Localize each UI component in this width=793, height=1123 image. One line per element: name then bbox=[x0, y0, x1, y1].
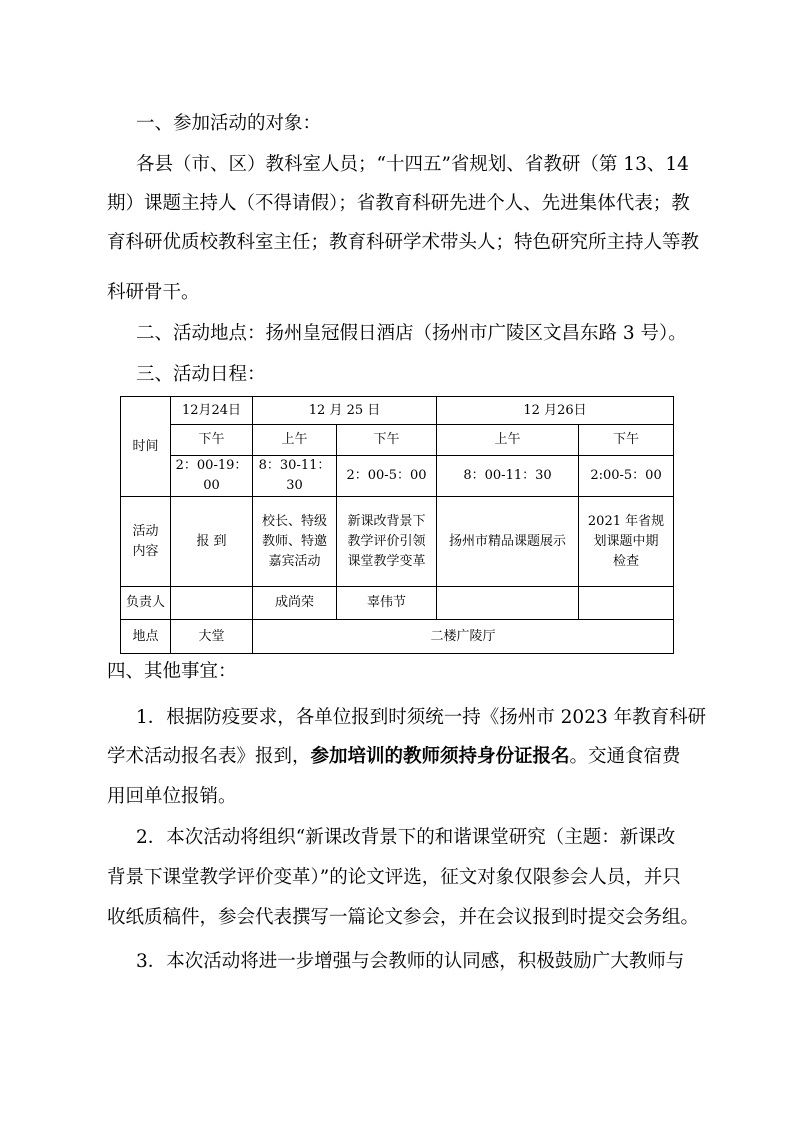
time-label: 时间 bbox=[121, 397, 171, 497]
content-line: 划课题中期 bbox=[593, 533, 659, 549]
person-cell: 辜伟节 bbox=[337, 587, 437, 620]
period-cell: 上午 bbox=[437, 425, 579, 456]
content-label bbox=[121, 497, 171, 587]
content-cell-checkin: 报 到 bbox=[171, 497, 253, 587]
content-line: 新课改背景下 bbox=[347, 513, 426, 529]
item1-line-2-text: 学术活动报名表》报到， bbox=[107, 746, 311, 767]
content-label-line: 活动 bbox=[132, 523, 159, 539]
section-heading-other: 四、其他事宜： bbox=[107, 661, 237, 682]
participants-line-1: 各县（市、区）教科室人员；“十四五”省规划、省教研（第 13、14 bbox=[136, 154, 689, 175]
section-heading-participants: 一、参加活动的对象： bbox=[136, 113, 322, 134]
content-line: 检查 bbox=[613, 553, 640, 569]
person-cell: 成尚荣 bbox=[253, 587, 337, 620]
person-label: 负责人 bbox=[121, 587, 171, 620]
person-cell bbox=[437, 587, 579, 620]
time-range-cell: 8：00-11：30 bbox=[437, 456, 579, 497]
period-cell: 上午 bbox=[253, 425, 337, 456]
item1-line-3: 用回单位报销。 bbox=[107, 786, 237, 807]
content-cell: 扬州市精品课题展示 bbox=[437, 497, 579, 587]
date-dec-25: 12 月 25 日 bbox=[253, 397, 437, 425]
item2-line-3: 收纸质稿件，参会代表撰写一篇论文参会，并在会议报到时提交会务组。 bbox=[107, 907, 700, 928]
content-line: 嘉宾活动 bbox=[268, 553, 321, 569]
content-line: 校长、特级 bbox=[261, 513, 327, 529]
time-range-cell: 2：00-5：00 bbox=[337, 456, 437, 497]
content-line: 教学评价引领 bbox=[347, 533, 426, 549]
date-dec-26: 12 月26日 bbox=[437, 397, 674, 425]
place-label: 地点 bbox=[121, 620, 171, 654]
table-row bbox=[121, 620, 674, 654]
content-cell bbox=[579, 497, 674, 587]
period-cell: 下午 bbox=[337, 425, 437, 456]
person-cell bbox=[171, 587, 253, 620]
participants-line-2: 期）课题主持人（不得请假）；省教育科研先进个人、先进集体代表；教 bbox=[107, 193, 690, 214]
table-row bbox=[121, 497, 674, 587]
table-row bbox=[121, 425, 674, 456]
table-row bbox=[121, 397, 674, 425]
item1-line-2 bbox=[107, 745, 681, 769]
participants-line-3: 育科研优质校教科室主任；教育科研学术带头人；特色研究所主持人等教 bbox=[107, 232, 700, 253]
period-cell: 下午 bbox=[171, 425, 253, 456]
time-range-cell: 2：00-19：00 bbox=[171, 456, 253, 497]
item1-line-2-tail: 。交通食宿费 bbox=[569, 746, 681, 767]
person-cell bbox=[579, 587, 674, 620]
time-range-cell: 8：30-11：30 bbox=[253, 456, 337, 497]
period-cell: 下午 bbox=[579, 425, 674, 456]
participants-line-4: 科研骨干。 bbox=[107, 282, 200, 303]
content-cell bbox=[337, 497, 437, 587]
venue-line: 二、活动地点：扬州皇冠假日酒店（扬州市广陵区文昌东路 3 号）。 bbox=[136, 323, 687, 344]
item1-line-1: 1．根据防疫要求，各单位报到时须统一持《扬州市 2023 年教育科研 bbox=[136, 707, 707, 728]
item2-line-1: 2．本次活动将组织“新课改背景下的和谐课堂研究（主题：新课改 bbox=[136, 827, 676, 848]
item2-line-2: 背景下课堂教学评价变革）”的论文评选，征文对象仅限参会人员，并只 bbox=[107, 867, 681, 888]
content-cell bbox=[253, 497, 337, 587]
place-cell-main: 二楼广陵厅 bbox=[253, 620, 674, 654]
id-card-notice: 参加培训的教师须持身份证报名 bbox=[310, 746, 570, 767]
content-label-line: 内容 bbox=[132, 543, 159, 559]
table-row bbox=[121, 587, 674, 620]
content-line: 2021 年省规 bbox=[587, 513, 665, 529]
table-row bbox=[121, 456, 674, 497]
content-line: 课堂教学变革 bbox=[347, 553, 426, 569]
place-cell-lobby: 大堂 bbox=[171, 620, 253, 654]
time-range-cell: 2:00-5：00 bbox=[579, 456, 674, 497]
item3-line-1: 3．本次活动将进一步增强与会教师的认同感，积极鼓励广大教师与 bbox=[136, 951, 685, 972]
content-line: 教师、特邀 bbox=[261, 533, 327, 549]
schedule-table bbox=[120, 396, 674, 654]
section-heading-schedule: 三、活动日程： bbox=[136, 364, 266, 385]
date-dec-24: 12月24日 bbox=[171, 397, 253, 425]
